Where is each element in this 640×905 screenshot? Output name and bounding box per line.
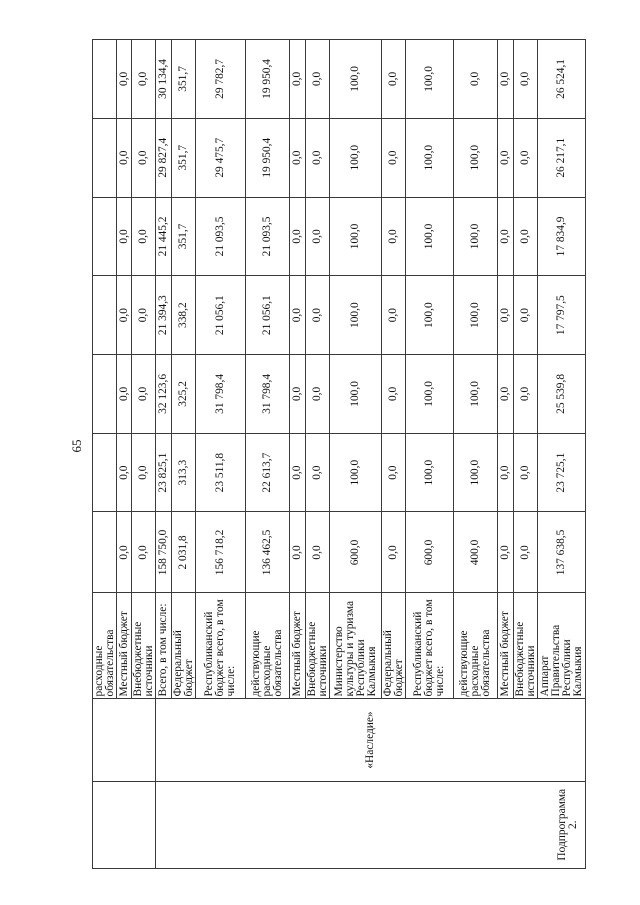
value-cell: 100,0 <box>454 118 498 197</box>
value-cell: 0,0 <box>306 355 330 434</box>
value-cell: 0,0 <box>514 355 538 434</box>
value-cell: 0,0 <box>290 276 306 355</box>
value-cell: 0,0 <box>382 512 406 593</box>
value-cell: 400,0 <box>454 512 498 593</box>
value-cell: 0,0 <box>117 433 132 512</box>
value-cell: 19 950,4 <box>246 118 290 197</box>
value-cell: 0,0 <box>514 276 538 355</box>
value-cell: 29 475,7 <box>196 118 246 197</box>
value-cell: 351,7 <box>172 197 196 276</box>
row-label: Внебюджетные источники <box>514 593 538 699</box>
value-cell: 0,0 <box>132 118 156 197</box>
value-cell: 19 950,4 <box>246 40 290 119</box>
value-cell: 100,0 <box>406 433 454 512</box>
row-label: Министерство культуры и туризма Республики Калмыкия <box>330 593 382 699</box>
value-cell: 0,0 <box>454 40 498 119</box>
value-cell: 0,0 <box>306 197 330 276</box>
value-cell: 31 798,4 <box>196 355 246 434</box>
value-cell: 0,0 <box>290 433 306 512</box>
row-label: Внебюджетные источники <box>132 593 156 699</box>
value-cell: 100,0 <box>406 355 454 434</box>
value-cell: 0,0 <box>306 433 330 512</box>
table-body <box>93 40 586 869</box>
value-cell: 23 511,8 <box>196 433 246 512</box>
value-cell <box>93 433 117 512</box>
row-label: Республиканский бюджет всего, в том числе: <box>196 593 246 699</box>
value-cell: 0,0 <box>290 512 306 593</box>
value-cell: 100,0 <box>330 276 382 355</box>
value-cell: 0,0 <box>132 276 156 355</box>
row-label: Республиканский бюджет всего, в том числе: <box>406 593 454 699</box>
value-cell: 100,0 <box>330 433 382 512</box>
value-cell: 100,0 <box>454 433 498 512</box>
value-cell: 25 539,8 <box>538 355 586 434</box>
value-cell: 0,0 <box>306 40 330 119</box>
value-cell: 2 031,8 <box>172 512 196 593</box>
value-cell: 30 134,4 <box>156 40 172 119</box>
value-cell: 338,2 <box>172 276 196 355</box>
value-cell: 0,0 <box>382 197 406 276</box>
value-cell: 100,0 <box>330 118 382 197</box>
value-cell: 100,0 <box>330 40 382 119</box>
program-cell: Подпрограмма 2. <box>156 781 586 868</box>
value-cell: 0,0 <box>382 355 406 434</box>
value-cell <box>93 118 117 197</box>
value-cell: 0,0 <box>498 197 514 276</box>
table-row <box>156 40 172 869</box>
value-cell: 0,0 <box>498 355 514 434</box>
value-cell: 0,0 <box>498 40 514 119</box>
value-cell: 313,3 <box>172 433 196 512</box>
value-cell: 29 782,7 <box>196 40 246 119</box>
value-cell: 26 524,1 <box>538 40 586 119</box>
value-cell: 0,0 <box>382 40 406 119</box>
value-cell: 21 093,5 <box>196 197 246 276</box>
value-cell: 0,0 <box>290 355 306 434</box>
value-cell: 100,0 <box>330 355 382 434</box>
value-cell: 100,0 <box>406 40 454 119</box>
rotated-page <box>92 39 584 869</box>
row-label: Местный бюджет <box>498 593 514 699</box>
row-label: Внебюджетные источники <box>306 593 330 699</box>
value-cell: 156 718,2 <box>196 512 246 593</box>
value-cell: 32 123,6 <box>156 355 172 434</box>
row-label: Местный бюджет <box>290 593 306 699</box>
value-cell: 158 750,0 <box>156 512 172 593</box>
value-cell: 0,0 <box>117 276 132 355</box>
value-cell: 21 445,2 <box>156 197 172 276</box>
row-label: Местный бюджет <box>117 593 132 699</box>
value-cell: 351,7 <box>172 118 196 197</box>
value-cell: 100,0 <box>454 355 498 434</box>
value-cell: 600,0 <box>330 512 382 593</box>
value-cell: 0,0 <box>290 197 306 276</box>
value-cell: 0,0 <box>132 355 156 434</box>
value-cell: 23 825,1 <box>156 433 172 512</box>
value-cell: 23 725,1 <box>538 433 586 512</box>
value-cell: 0,0 <box>514 512 538 593</box>
prev-program-cell <box>93 781 156 868</box>
value-cell: 0,0 <box>132 433 156 512</box>
value-cell: 0,0 <box>382 433 406 512</box>
value-cell: 137 638,5 <box>538 512 586 593</box>
value-cell <box>93 276 117 355</box>
value-cell: 29 827,4 <box>156 118 172 197</box>
value-cell: 0,0 <box>514 40 538 119</box>
budget-table <box>92 39 586 869</box>
row-label: расходные обязательства <box>93 593 117 699</box>
value-cell: 0,0 <box>117 355 132 434</box>
value-cell: 0,0 <box>117 118 132 197</box>
value-cell <box>93 40 117 119</box>
value-cell: 0,0 <box>132 40 156 119</box>
value-cell <box>93 197 117 276</box>
value-cell: 0,0 <box>132 197 156 276</box>
prev-subprogram-cell <box>93 699 156 781</box>
value-cell: 0,0 <box>306 118 330 197</box>
value-cell: 21 394,3 <box>156 276 172 355</box>
value-cell <box>93 355 117 434</box>
value-cell: 0,0 <box>306 276 330 355</box>
value-cell: 351,7 <box>172 40 196 119</box>
table-row <box>93 40 117 869</box>
value-cell: 0,0 <box>498 512 514 593</box>
subprogram-cell: «Наследие» <box>156 699 586 781</box>
value-cell: 22 613,7 <box>246 433 290 512</box>
value-cell: 0,0 <box>498 118 514 197</box>
value-cell: 0,0 <box>132 512 156 593</box>
value-cell: 0,0 <box>514 118 538 197</box>
value-cell: 21 093,5 <box>246 197 290 276</box>
value-cell: 325,2 <box>172 355 196 434</box>
value-cell: 0,0 <box>382 276 406 355</box>
value-cell: 21 056,1 <box>196 276 246 355</box>
page-number: 65 <box>69 439 84 453</box>
value-cell: 26 217,1 <box>538 118 586 197</box>
value-cell: 0,0 <box>290 40 306 119</box>
value-cell: 31 798,4 <box>246 355 290 434</box>
value-cell: 0,0 <box>498 276 514 355</box>
value-cell: 100,0 <box>406 118 454 197</box>
row-label: действующие расходные обязательства <box>454 593 498 699</box>
value-cell: 0,0 <box>117 40 132 119</box>
value-cell <box>93 512 117 593</box>
value-cell: 100,0 <box>406 276 454 355</box>
value-cell: 0,0 <box>117 197 132 276</box>
value-cell: 0,0 <box>514 433 538 512</box>
value-cell: 600,0 <box>406 512 454 593</box>
row-label: действующие расходные обязательства <box>246 593 290 699</box>
row-label: Всего, в том числе: <box>156 593 172 699</box>
value-cell: 100,0 <box>330 197 382 276</box>
value-cell: 21 056,1 <box>246 276 290 355</box>
value-cell: 0,0 <box>514 197 538 276</box>
value-cell: 0,0 <box>117 512 132 593</box>
value-cell: 100,0 <box>454 197 498 276</box>
value-cell: 0,0 <box>290 118 306 197</box>
value-cell: 17 834,9 <box>538 197 586 276</box>
row-label: Федеральный бюджет <box>172 593 196 699</box>
value-cell: 100,0 <box>406 197 454 276</box>
value-cell: 0,0 <box>306 512 330 593</box>
value-cell: 17 797,5 <box>538 276 586 355</box>
value-cell: 100,0 <box>454 276 498 355</box>
row-label: Федеральный бюджет <box>382 593 406 699</box>
value-cell: 136 462,5 <box>246 512 290 593</box>
value-cell: 0,0 <box>498 433 514 512</box>
value-cell: 0,0 <box>382 118 406 197</box>
row-label: Аппарат Правительства Республики Калмыкия <box>538 593 586 699</box>
